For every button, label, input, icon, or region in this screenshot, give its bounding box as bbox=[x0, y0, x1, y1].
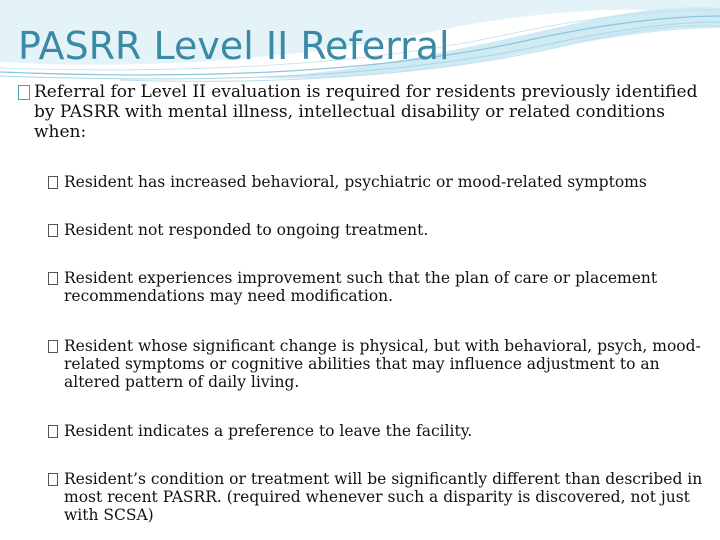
bullet-square-icon bbox=[48, 340, 58, 353]
list-item bbox=[48, 337, 713, 391]
list-item bbox=[48, 173, 713, 191]
bullet-square-icon bbox=[48, 224, 58, 237]
list-item bbox=[48, 470, 713, 524]
list-item-text: Resident not responded to ongoing treatment. bbox=[64, 221, 429, 239]
bullet-square-icon bbox=[48, 425, 58, 438]
list-item-text: Resident indicates a preference to leave the facility. bbox=[64, 422, 473, 440]
list-item bbox=[48, 269, 713, 305]
list-item-text: Resident whose significant change is physical, but with behavioral, psych, mood-related symptoms or cognitive abilities that may influence adjustment to an altered pattern of daily living. bbox=[64, 337, 701, 391]
intro-text: Referral for Level II evaluation is required for residents previously identified by PASRR with mental illness, intellectual disability or related conditions when: bbox=[34, 82, 698, 142]
bullet-square-icon bbox=[18, 85, 30, 100]
list-item-text: Resident has increased behavioral, psychiatric or mood-related symptoms bbox=[64, 173, 647, 191]
list-item-text: Resident experiences improvement such that the plan of care or placement recommendations may need modification. bbox=[64, 269, 658, 305]
bullet-square-icon bbox=[48, 272, 58, 285]
list-item-text: Resident’s condition or treatment will be significantly different than described in most recent PASRR. (required whenever such a disparity is discovered, not just with SCSA) bbox=[64, 470, 703, 524]
intro-bullet bbox=[18, 82, 708, 142]
page-title: PASRR Level II Referral bbox=[18, 24, 450, 68]
bullet-square-icon bbox=[48, 473, 58, 486]
list-item bbox=[48, 422, 713, 440]
list-item bbox=[48, 221, 713, 239]
bullet-square-icon bbox=[48, 176, 58, 189]
